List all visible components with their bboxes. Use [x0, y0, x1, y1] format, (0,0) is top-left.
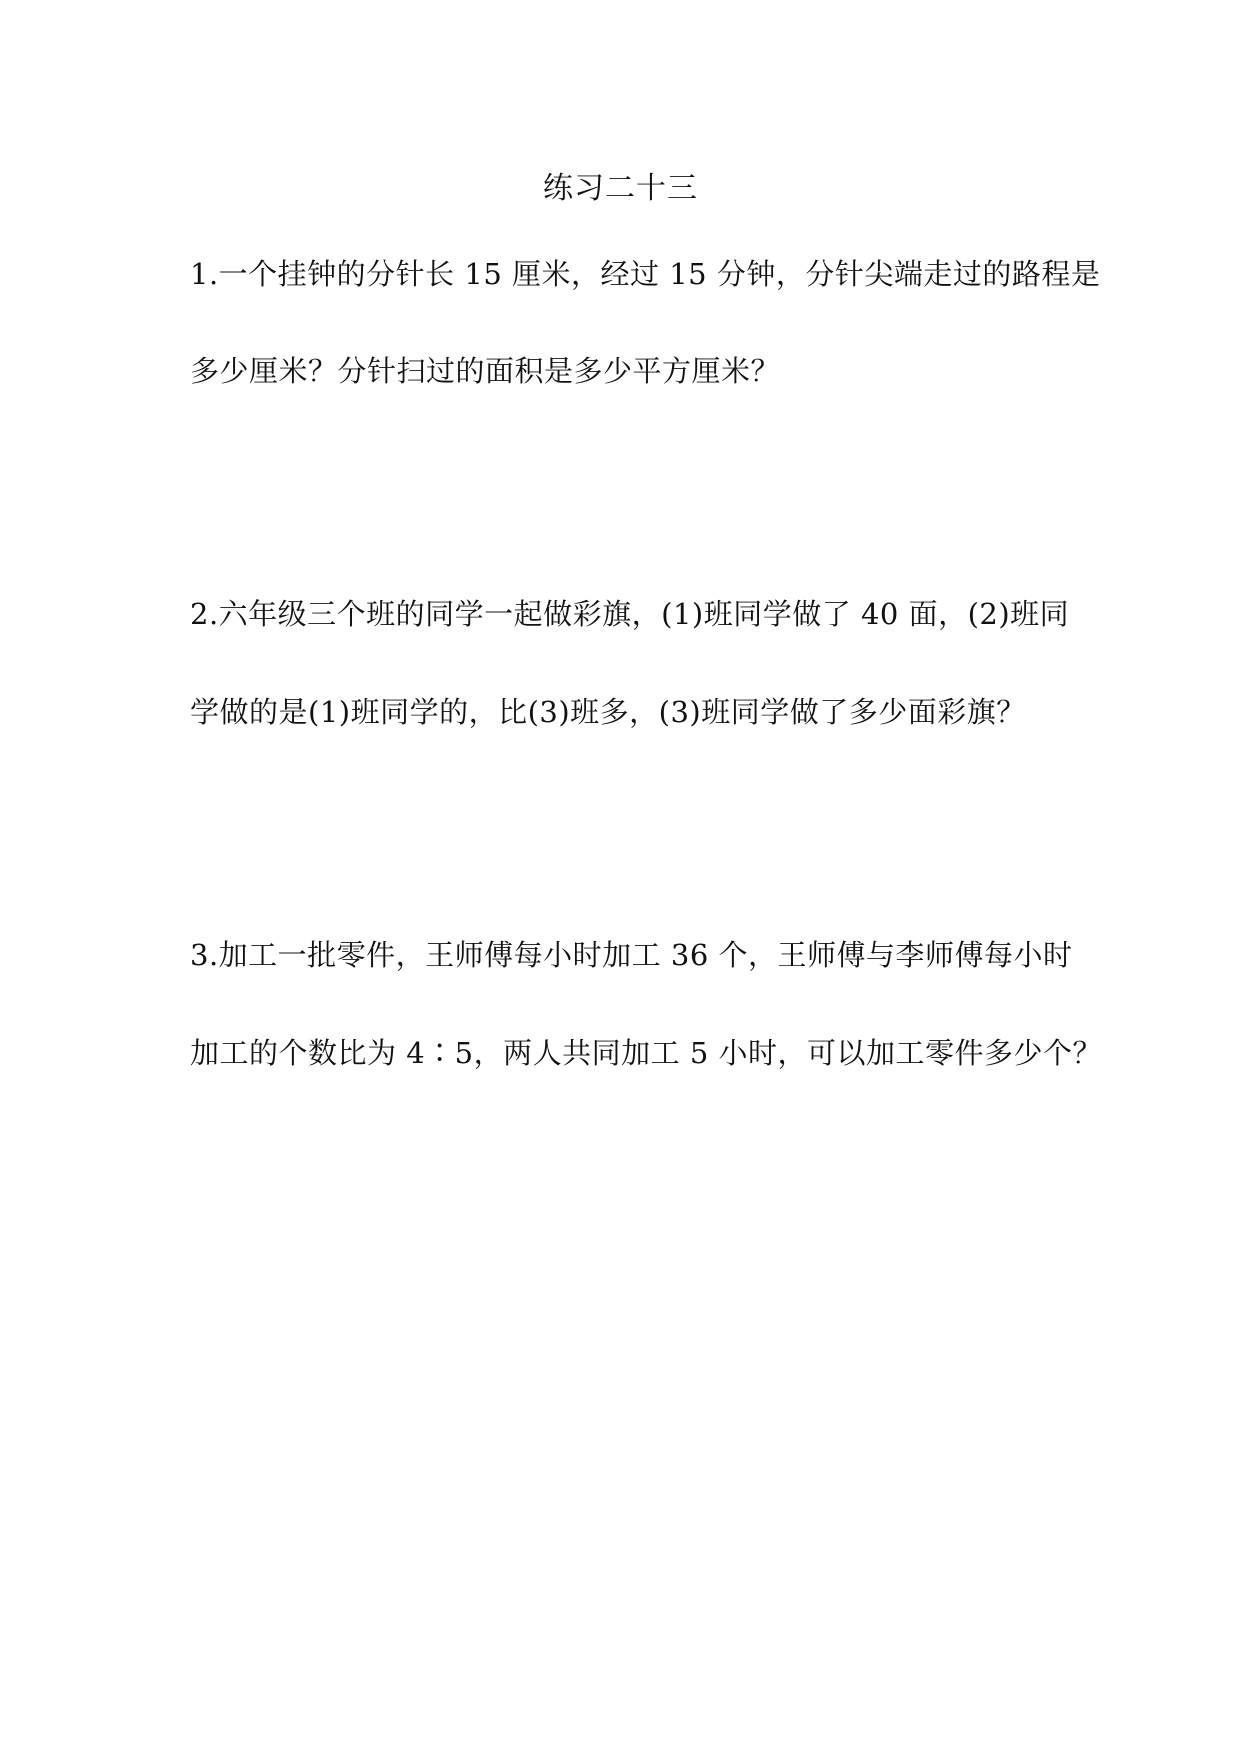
question-2-line-1: 2.六年级三个班的同学一起做彩旗，(1)班同学做了 40 面，(2)班同: [190, 597, 1070, 631]
question-1-line-2: 多少厘米？分针扫过的面积是多少平方厘米？: [190, 354, 781, 388]
page-title: 练习二十三: [543, 171, 698, 206]
question-1-line-1: 1.一个挂钟的分针长 15 厘米，经过 15 分钟，分针尖端走过的路程是: [190, 257, 1101, 291]
question-3-line-2: 加工的个数比为 4∶5，两人共同加工 5 小时，可以加工零件多少个？: [190, 1036, 1103, 1070]
question-3-line-1: 3.加工一批零件，王师傅每小时加工 36 个，王师傅与李师傅每小时: [190, 938, 1073, 972]
question-2-line-2: 学做的是(1)班同学的，比(3)班多，(3)班同学做了多少面彩旗？: [190, 695, 1026, 729]
